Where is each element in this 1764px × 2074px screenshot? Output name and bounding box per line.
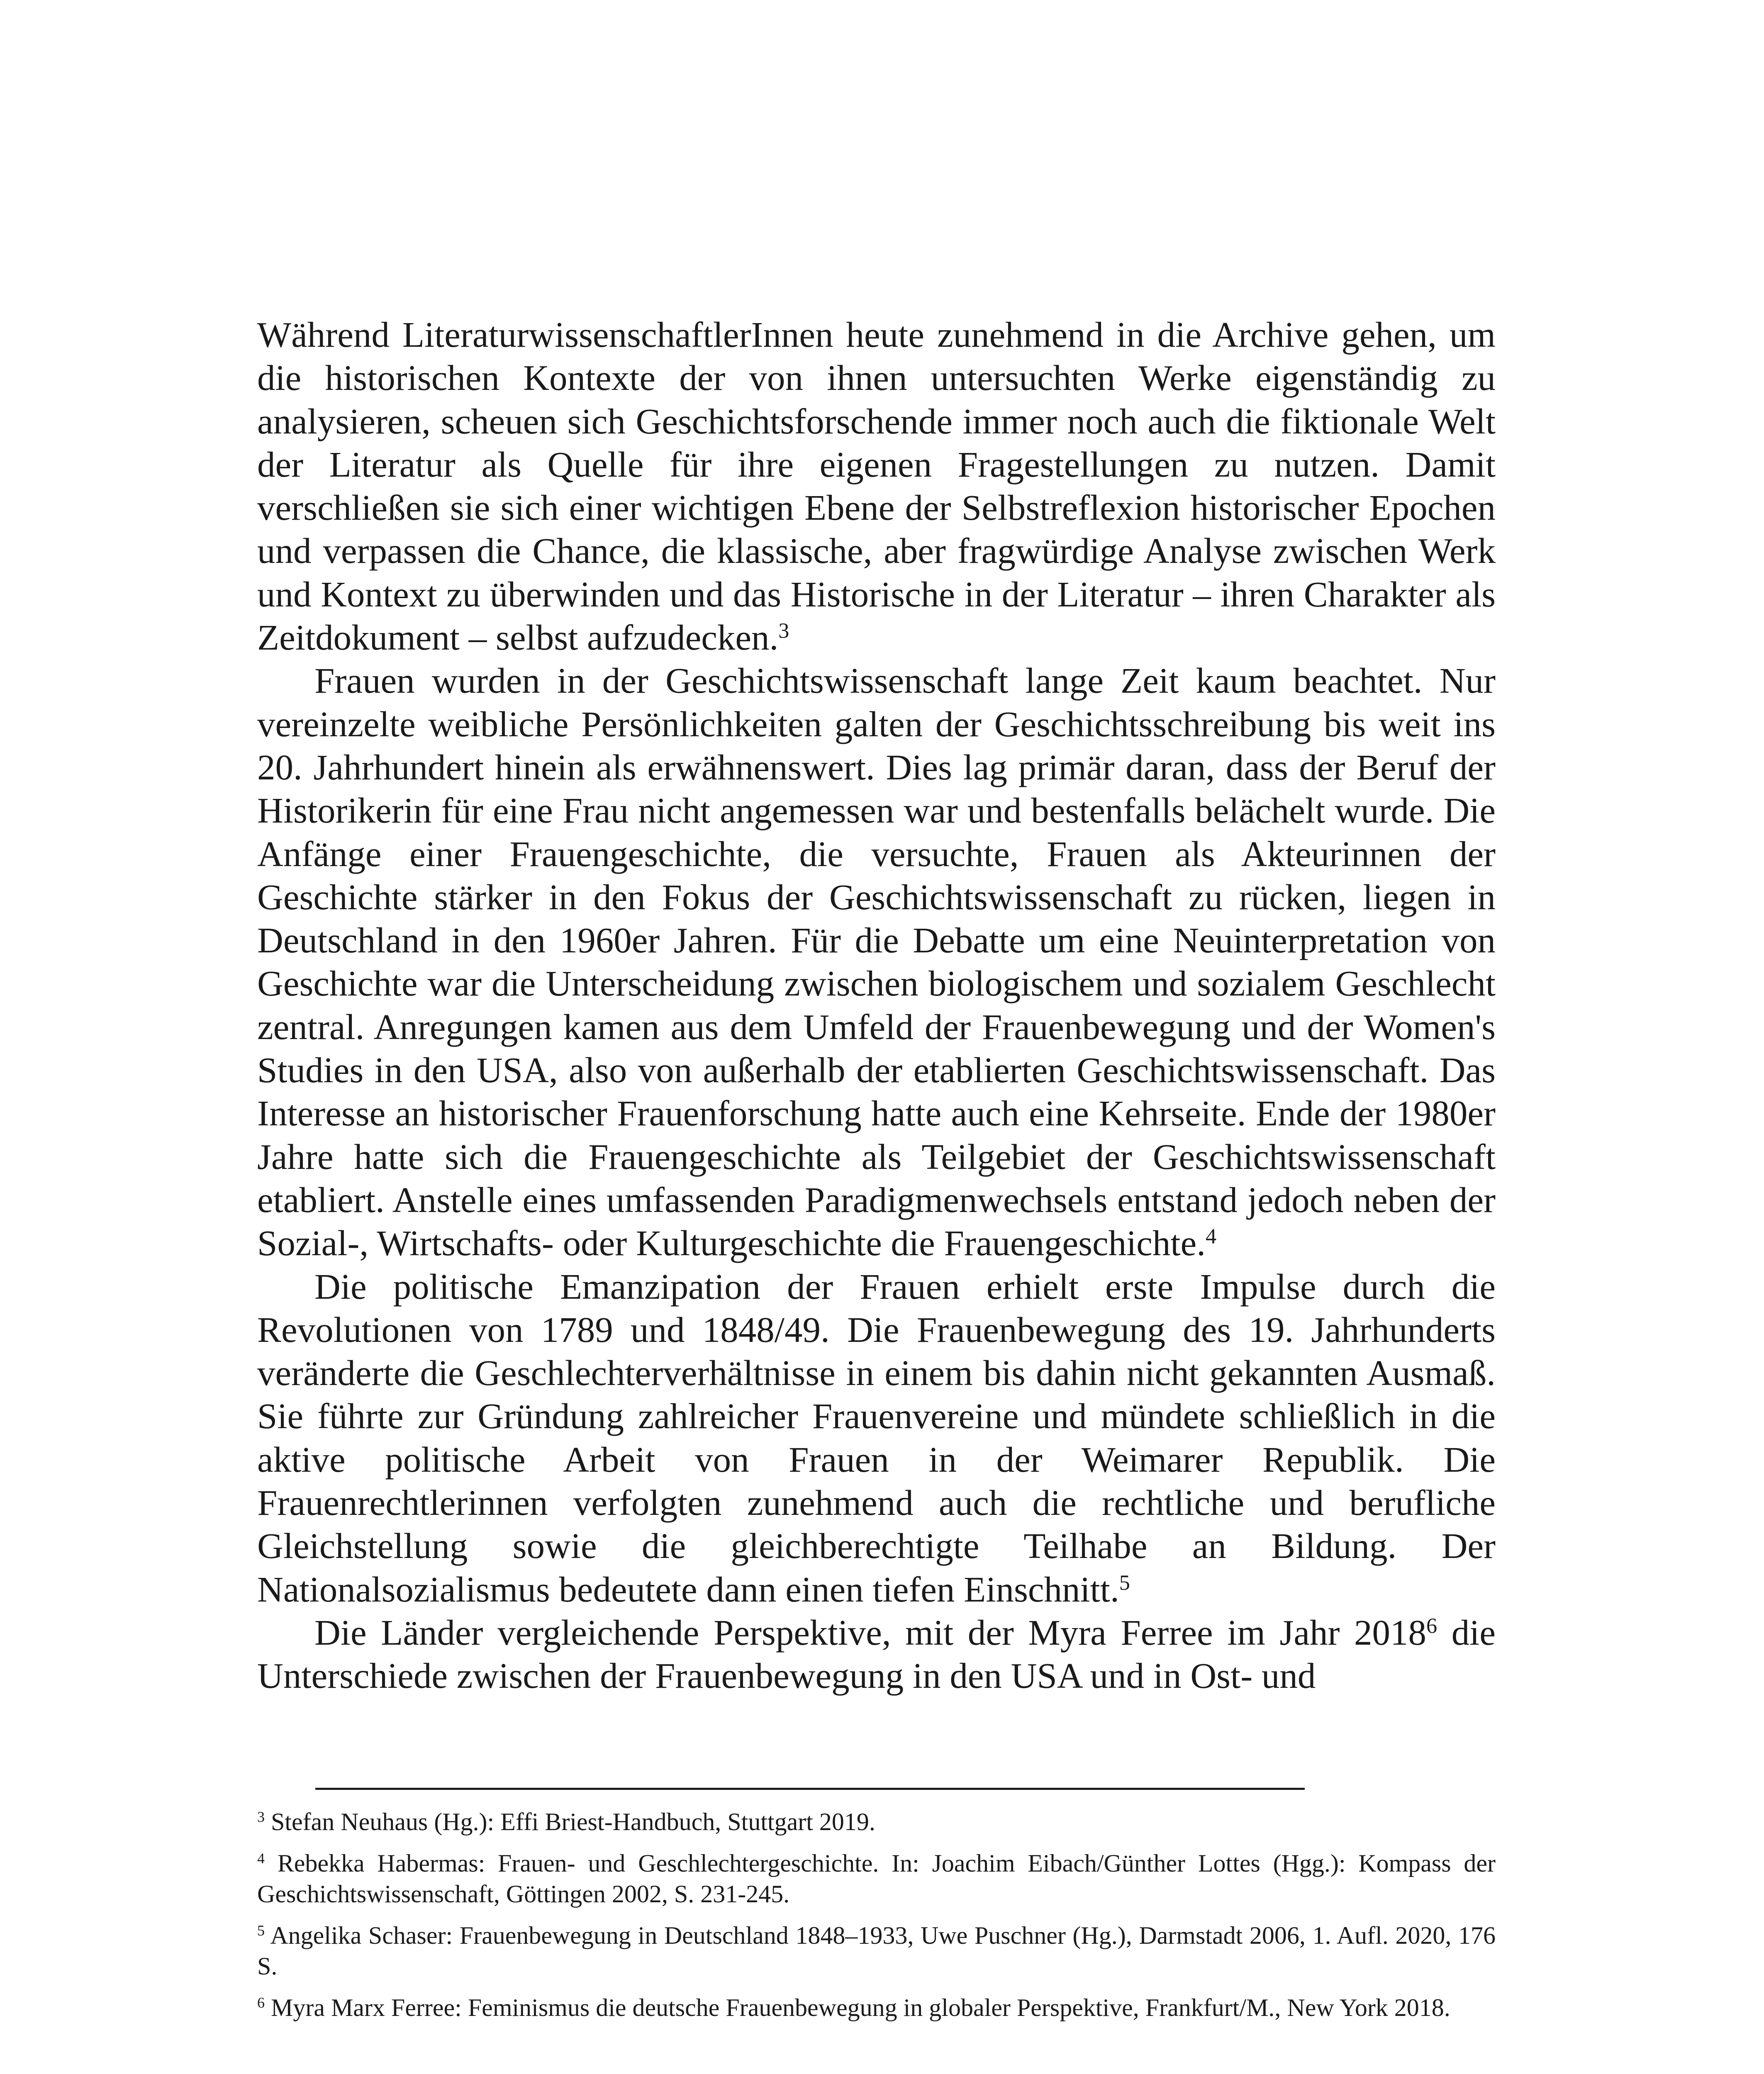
footnote-reference: 4 — [1205, 1224, 1217, 1249]
footnote-reference: 3 — [778, 618, 789, 643]
paragraph-text: Die politische Emanzipation der Frauen erhielt erste Impulse durch die Revolutionen von 1789 und 1848/49. Die Frauenbewegung des 19. Jahrhunderts veränderte die Geschlechterverhältnisse in einem bis dahin nicht gekannten Ausmaß. Sie führte zur Gründung zahlreicher Frauenvereine und mündete schließlich in die aktive politische Arbeit von Frauen in der Weimarer Republik. Die Frauenrechtlerinnen verfolgten zunehmend auch die rechtliche und berufliche Gleichstellung sowie die gleichberechtigte Teilhabe an Bildung. Der Nationalsozialismus bedeutete dann einen tiefen Einschnitt. — [257, 1266, 1496, 1609]
footnote-reference: 5 — [1119, 1570, 1130, 1594]
paragraph-1 — [257, 313, 1496, 659]
footnote-number: 4 — [257, 1850, 265, 1867]
paragraph-2 — [257, 659, 1496, 1265]
footnote-text: Stefan Neuhaus (Hg.): Effi Briest-Handbuch, Stuttgart 2019. — [271, 1808, 875, 1835]
paragraph-text: die Unterschiede zwischen der Frauenbewegung in den USA und in Ost- und — [257, 1612, 1496, 1696]
paragraph-text: Frauen wurden in der Geschichtswissenschaft lange Zeit kaum beachtet. Nur vereinzelte weibliche Persönlichkeiten galten der Geschichtsschreibung bis weit ins 20. Jahrhundert hinein als erwähnenswert. Dies lag primär daran, dass der Beruf der Historikerin für eine Frau nicht angemessen war und bestenfalls belächelt wurde. Die Anfänge einer Frauengeschichte, die versuchte, Frauen als Akteurinnen der Geschichte stärker in den Fokus der Geschichtswissenschaft zu rücken, liegen in Deutschland in den 1960er Jahren. Für die Debatte um eine Neuinterpretation von Geschichte war die Unterscheidung zwischen biologischem und sozialem Geschlecht zentral. Anregungen kamen aus dem Umfeld der Frauenbewegung und der Women's Studies in den USA, also von außerhalb der etablierten Geschichtswissenschaft. Das Interesse an historischer Frauenforschung hatte auch eine Kehrseite. Ende der 1980er Jahre hatte sich die Frauengeschichte als Teilgebiet der Geschichtswissenschaft etabliert. Anstelle eines umfassenden Paradigmenwechsels entstand jedoch neben der Sozial-, Wirtschafts- oder Kulturgeschichte die Frauengeschichte. — [257, 660, 1496, 1263]
body-text — [257, 313, 1496, 1698]
footnote-reference: 6 — [1426, 1614, 1438, 1638]
footnote-4 — [257, 1848, 1496, 1909]
paragraph-3 — [257, 1265, 1496, 1611]
paragraph-text: Während LiteraturwissenschaftlerInnen heute zunehmend in die Archive gehen, um die historischen Kontexte der von ihnen untersuchten Werke eigenständig zu analysieren, scheuen sich Geschichtsforschende immer noch auch die fiktionale Welt der Literatur als Quelle für ihre eigenen Fragestellungen zu nutzen. Damit verschließen sie sich einer wichtigen Ebene der Selbstreflexion historischer Epochen und verpassen die Chance, die klassische, aber fragwürdige Analyse zwischen Werk und Kontext zu überwinden und das Historische in der Literatur – ihren Charakter als Zeitdokument – selbst aufzudecken. — [257, 314, 1496, 658]
footnote-6 — [257, 1992, 1496, 2023]
footnote-5 — [257, 1920, 1496, 1981]
footnote-number: 6 — [257, 1994, 265, 2011]
footnote-number: 3 — [257, 1809, 265, 1826]
footnote-text: Rebekka Habermas: Frauen- und Geschlechtergeschichte. In: Joachim Eibach/Günther Lottes (Hgg.): Kompass der Geschichtswissenschaft, Göttingen 2002, S. 231-245. — [257, 1850, 1496, 1908]
footnote-text: Angelika Schaser: Frauenbewegung in Deutschland 1848–1933, Uwe Puschner (Hg.), Darmstadt 2006, 1. Aufl. 2020, 176 S. — [257, 1922, 1496, 1980]
paragraph-text: Die Länder vergleichende Perspektive, mit der Myra Ferree im Jahr 2018 — [314, 1612, 1427, 1653]
paragraph-4 — [257, 1611, 1496, 1698]
footnote-text: Myra Marx Ferree: Feminismus die deutsche Frauenbewegung in globaler Perspektive, Frankfurt/M., New York 2018. — [271, 1994, 1450, 2021]
footnote-separator — [315, 1788, 1305, 1790]
footnote-number: 5 — [257, 1922, 265, 1939]
footnote-3 — [257, 1806, 1496, 1837]
footnotes — [257, 1806, 1496, 2034]
